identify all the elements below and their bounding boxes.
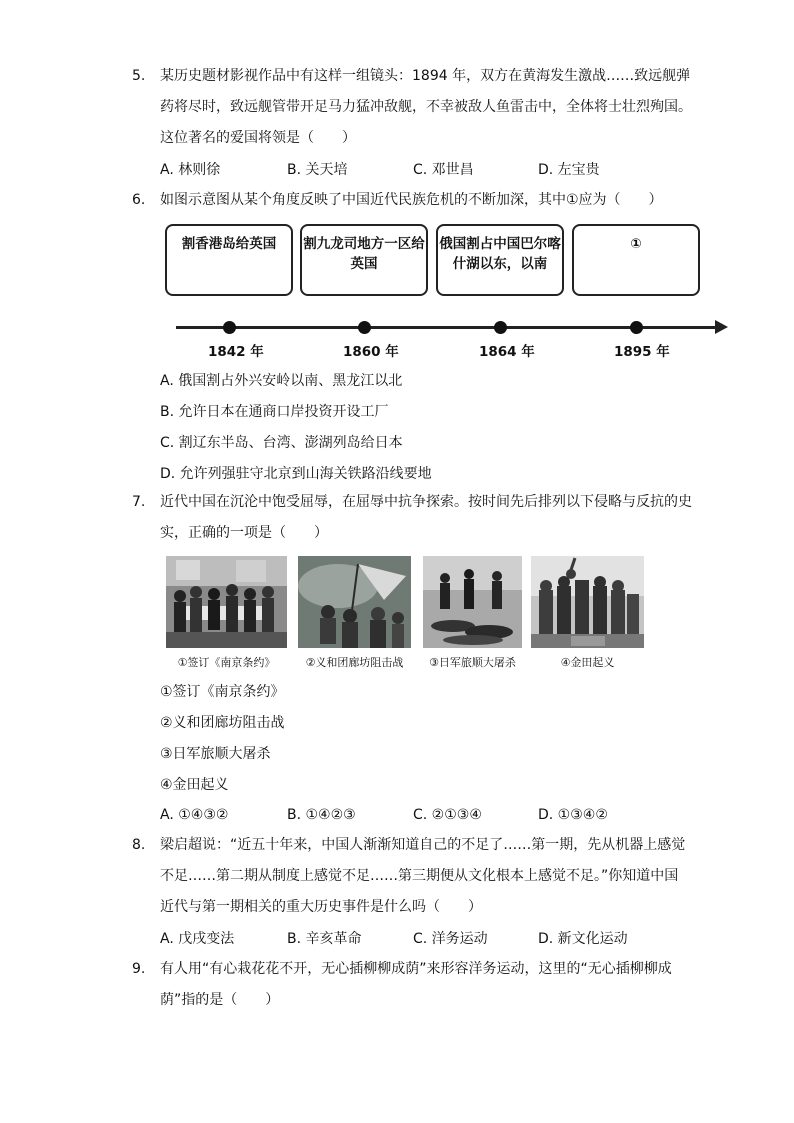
photo-jintian-uprising (531, 556, 644, 648)
fact-item: ②义和团廊坊阻击战 (160, 715, 285, 731)
option-d[interactable]: D. 新文化运动 (538, 931, 628, 947)
timeline-box-4: ① (572, 224, 700, 296)
timeline-year: 1895 年 (614, 344, 670, 360)
timeline-year: 1864 年 (479, 344, 535, 360)
question-number: 5. (132, 68, 146, 84)
timeline-dot (630, 321, 643, 334)
timeline-dot (358, 321, 371, 334)
option-b[interactable]: B. 允许日本在通商口岸投资开设工厂 (160, 404, 389, 420)
option-c[interactable]: C. ②①③④ (413, 807, 482, 823)
question-text: 梁启超说：“近五十年来，中国人渐渐知道自己的不足了……第一期，先从机器上感觉不足……第二期从制度上感觉不足……第三期便从文化根本上感觉不足。”你知道中国近代与第一期相关的重大历史事件是什么吗（ ） (160, 837, 686, 915)
question-9 (132, 954, 692, 1016)
timeline-dot (494, 321, 507, 334)
question-number: 7. (132, 494, 146, 510)
photo-nanjing-treaty (166, 556, 287, 648)
question-text: 某历史题材影视作品中有这样一组镜头：1894 年，双方在黄海发生激战……致远舰弹药将尽时，致远舰管带开足马力猛冲敌舰，不幸被敌人鱼雷击中，全体将士壮烈殉国。这位著名的爱国将领是（ ） (160, 68, 692, 146)
fact-item: ④金田起义 (160, 777, 229, 793)
fact-item: ①签订《南京条约》 (160, 684, 285, 700)
question-6 (132, 185, 692, 216)
question-5 (132, 61, 692, 154)
timeline-box-2: 割九龙司地方一区给英国 (300, 224, 428, 296)
photo-caption: ④金田起义 (560, 656, 615, 669)
option-d[interactable]: D. 左宝贵 (538, 162, 600, 178)
option-a[interactable]: A. 俄国割占外兴安岭以南、黑龙江以北 (160, 373, 403, 389)
option-c[interactable]: C. 割辽东半岛、台湾、澎湖列岛给日本 (160, 435, 403, 451)
question-number: 8. (132, 837, 146, 853)
option-b[interactable]: B. 辛亥革命 (287, 931, 362, 947)
timeline-box-3: 俄国割占中国巴尔喀什湖以东，以南 (436, 224, 564, 296)
timeline-year: 1842 年 (208, 344, 264, 360)
question-number: 6. (132, 192, 146, 208)
question-text: 近代中国在沉沦中饱受屈辱，在屈辱中抗争探索。按时间先后排列以下侵略与反抗的史实，正确的一项是（ ） (160, 494, 692, 541)
option-a[interactable]: A. 林则徐 (160, 162, 221, 178)
question-text: 如图示意图从某个角度反映了中国近代民族危机的不断加深，其中①应为（ ） (160, 192, 663, 208)
photo-lushun-massacre (423, 556, 522, 648)
option-d[interactable]: D. ①③④② (538, 807, 608, 823)
question-8 (132, 830, 692, 923)
photo-caption: ③日军旅顺大屠杀 (429, 656, 516, 669)
timeline-box-1: 割香港岛给英国 (165, 224, 293, 296)
photo-caption: ①签订《南京条约》 (177, 656, 276, 669)
option-b[interactable]: B. ①④②③ (287, 807, 356, 823)
arrow-right-icon (715, 320, 728, 334)
photo-boxer-battle (298, 556, 411, 648)
option-c[interactable]: C. 洋务运动 (413, 931, 488, 947)
timeline-year: 1860 年 (343, 344, 399, 360)
photo-caption: ②义和团廊坊阻击战 (305, 656, 404, 669)
question-number: 9. (132, 961, 146, 977)
question-text: 有人用“有心栽花花不开，无心插柳柳成荫”来形容洋务运动，这里的“无心插柳柳成荫”指的是（ ） (160, 961, 672, 1008)
option-c[interactable]: C. 邓世昌 (413, 162, 474, 178)
option-b[interactable]: B. 关天培 (287, 162, 348, 178)
option-a[interactable]: A. ①④③② (160, 807, 229, 823)
fact-item: ③日军旅顺大屠杀 (160, 746, 271, 762)
option-a[interactable]: A. 戊戌变法 (160, 931, 235, 947)
option-d[interactable]: D. 允许列强驻守北京到山海关铁路沿线要地 (160, 466, 432, 482)
timeline-dot (223, 321, 236, 334)
question-7 (132, 487, 692, 549)
